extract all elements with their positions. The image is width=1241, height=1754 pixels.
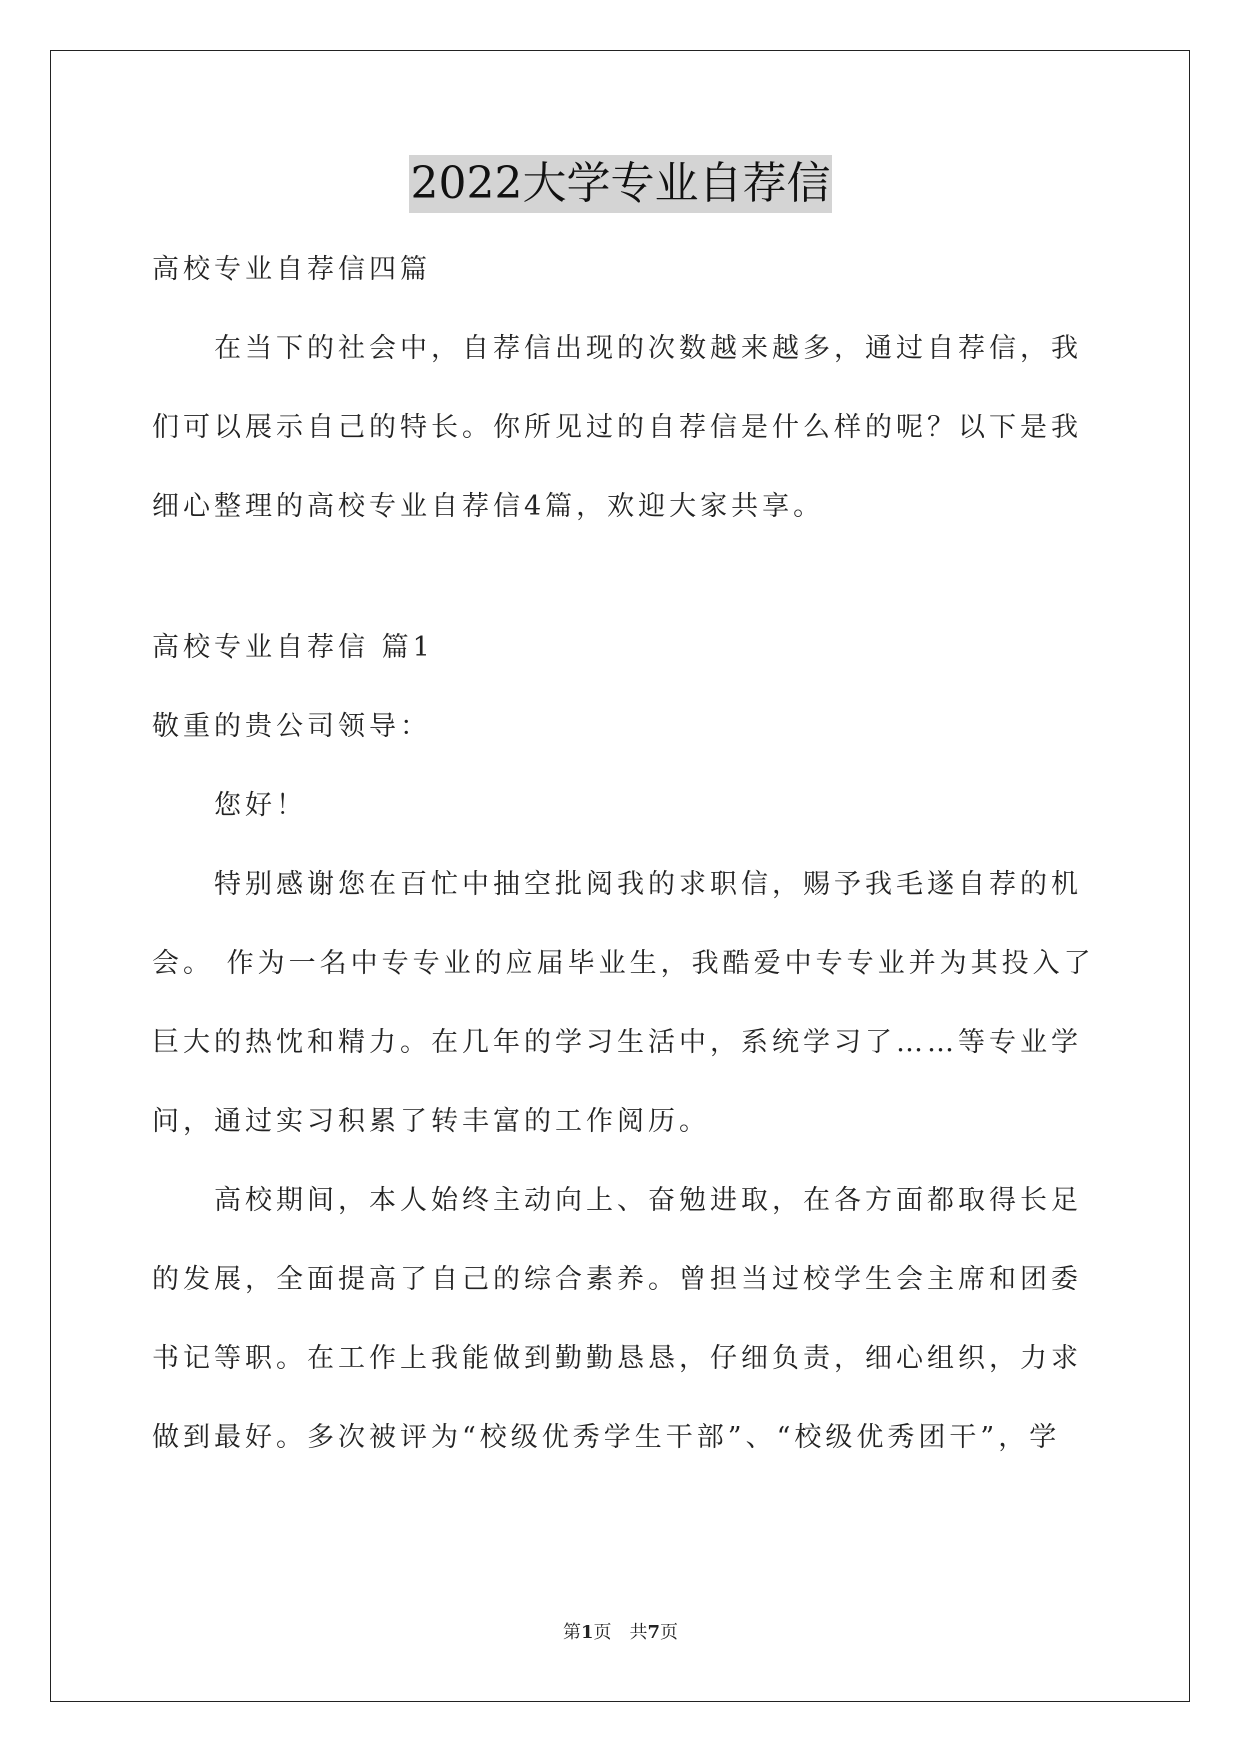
text-line: 特别感谢您在百忙中抽空批阅我的求职信，赐予我毛遂自荐的机 (214, 869, 1082, 900)
text-line: 的发展，全面提高了自己的综合素养。曾担当过校学生会主席和团委 (152, 1264, 1082, 1295)
text-line: 高校专业自荐信四篇 (152, 254, 431, 285)
text-line: 书记等职。在工作上我能做到勤勤恳恳，仔细负责，细心组织，力求 (152, 1343, 1082, 1374)
text-line: 们可以展示自己的特长。你所见过的自荐信是什么样的呢？以下是我 (152, 412, 1082, 443)
text-line: 问，通过实习积累了转丰富的工作阅历。 (152, 1106, 710, 1137)
text-line: 会。 作为一名中专专业的应届毕业生，我酷爱中专专业并为其投入了 (152, 948, 1095, 979)
total-pages-number: 7 (647, 1622, 661, 1643)
current-page-number: 1 (580, 1622, 594, 1643)
title-container (0, 155, 1241, 213)
text-line: 高校期间，本人始终主动向上、奋勉进取，在各方面都取得长足 (214, 1185, 1082, 1216)
text-line: 做到最好。多次被评为“校级优秀学生干部”、“校级优秀团干”，学 (152, 1422, 1061, 1453)
footer-prefix: 第 (562, 1622, 581, 1643)
paragraph-spacer (152, 546, 1092, 608)
text-line: 细心整理的高校专业自荐信4篇，欢迎大家共享。 (152, 491, 825, 522)
text-line: 高校专业自荐信 篇1 (152, 632, 434, 663)
text-line: 在当下的社会中，自荐信出现的次数越来越多，通过自荐信，我 (214, 333, 1082, 364)
text-line: 您好！ (214, 790, 307, 821)
text-line: 敬重的贵公司领导： (152, 711, 431, 742)
footer-middle: 页 共 (593, 1622, 648, 1643)
document-body (152, 230, 1095, 1477)
page-footer (0, 1618, 1241, 1644)
footer-suffix: 页 (660, 1622, 679, 1643)
text-line: 巨大的热忱和精力。在几年的学习生活中，系统学习了……等专业学 (152, 1027, 1082, 1058)
document-title: 2022大学专业自荐信 (409, 155, 833, 213)
